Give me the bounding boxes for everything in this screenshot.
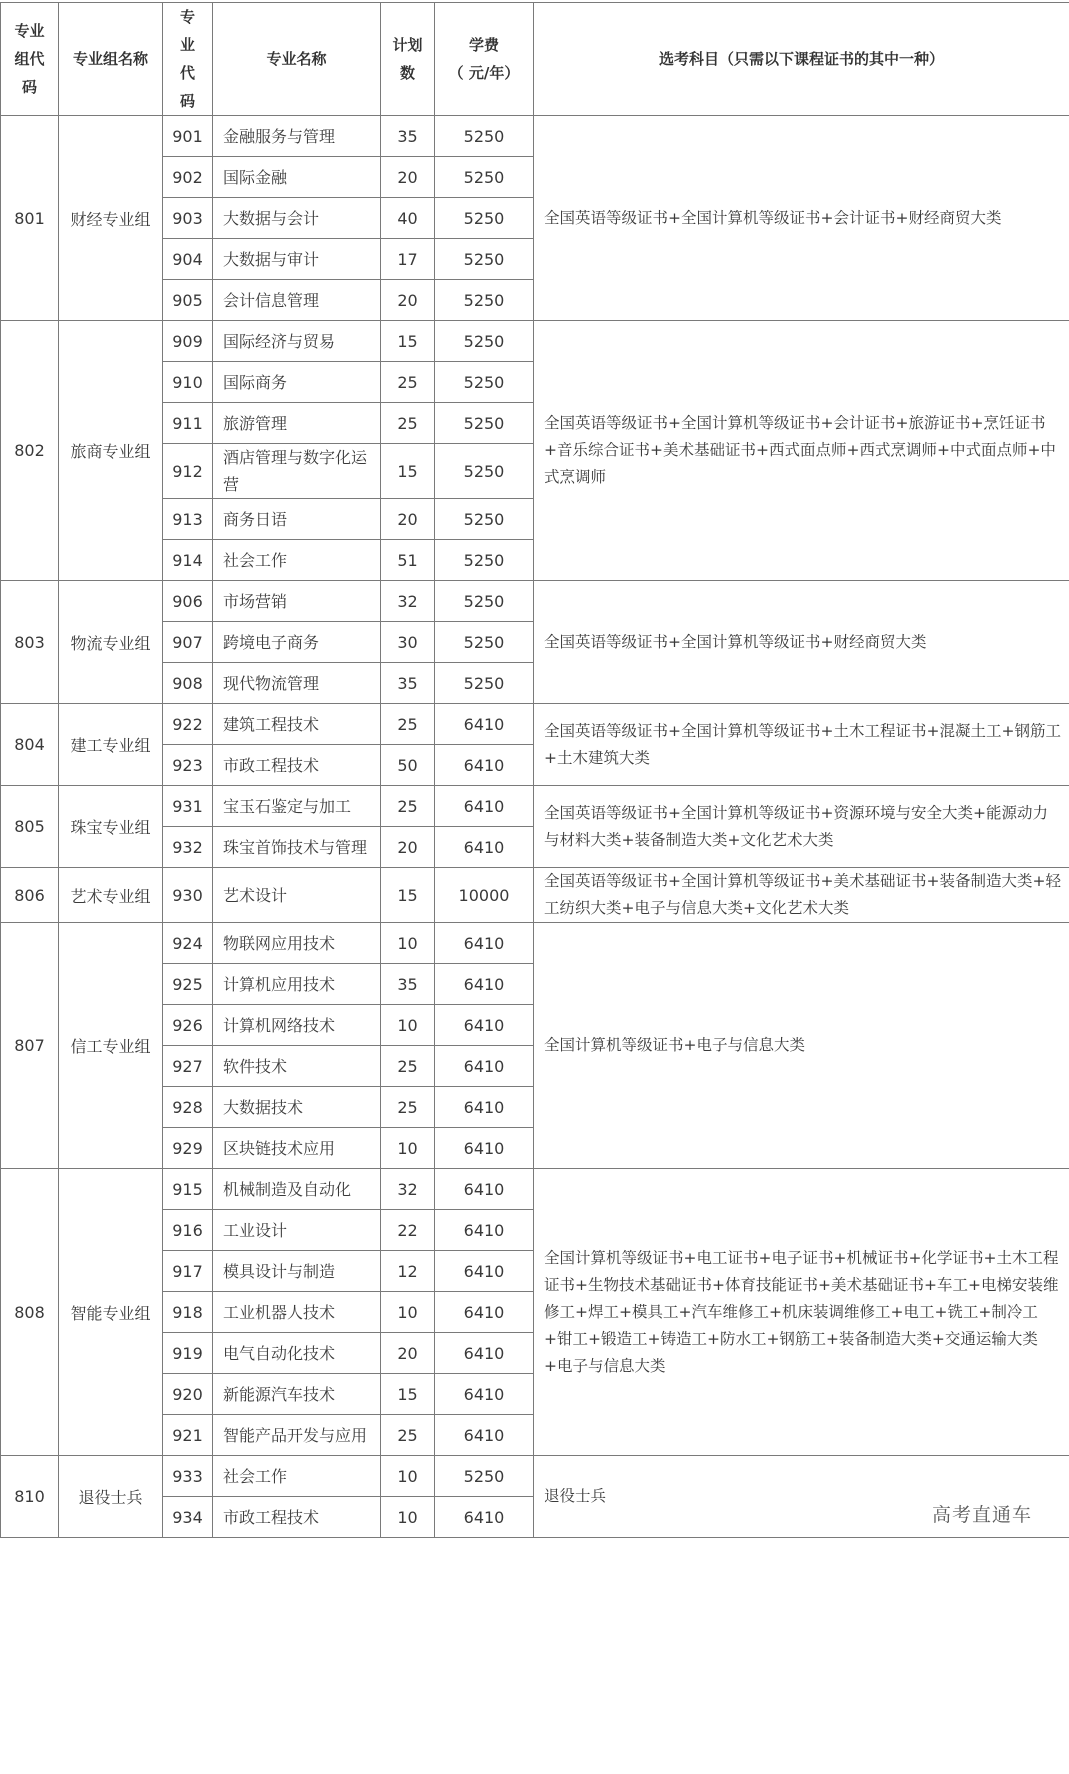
major-code: 932: [163, 827, 213, 868]
tuition: 10000: [435, 868, 534, 923]
major-name: 机械制造及自动化: [213, 1169, 381, 1210]
major-code: 911: [163, 403, 213, 444]
major-name: 艺术设计: [213, 868, 381, 923]
major-name: 跨境电子商务: [213, 622, 381, 663]
tuition: 6410: [435, 1374, 534, 1415]
major-code: 925: [163, 964, 213, 1005]
group-code: 806: [1, 868, 59, 923]
major-name: 旅游管理: [213, 403, 381, 444]
table-row: [1, 1456, 1069, 1497]
group-code: 801: [1, 116, 59, 321]
group-name: 珠宝专业组: [59, 786, 163, 868]
plan-count: 12: [381, 1251, 435, 1292]
group-name: 物流专业组: [59, 581, 163, 704]
plan-count: 20: [381, 280, 435, 321]
elective-subjects: 退役士兵: [534, 1456, 1069, 1538]
tuition: 6410: [435, 1251, 534, 1292]
table-row: [1, 704, 1069, 745]
group-code: 810: [1, 1456, 59, 1538]
group-name: 旅商专业组: [59, 321, 163, 581]
plan-count: 40: [381, 198, 435, 239]
major-code: 919: [163, 1333, 213, 1374]
major-code: 917: [163, 1251, 213, 1292]
plan-count: 32: [381, 1169, 435, 1210]
major-code: 918: [163, 1292, 213, 1333]
plan-count: 30: [381, 622, 435, 663]
major-code: 929: [163, 1128, 213, 1169]
header-subjects: 选考科目（只需以下课程证书的其中一种）: [534, 3, 1069, 116]
table-row: [1, 116, 1069, 157]
group-code: 804: [1, 704, 59, 786]
major-name: 国际经济与贸易: [213, 321, 381, 362]
table-row: [1, 923, 1069, 964]
tuition: 6410: [435, 1210, 534, 1251]
tuition: 5250: [435, 622, 534, 663]
header-group-name: 专业组名称: [59, 3, 163, 116]
plan-count: 15: [381, 444, 435, 499]
major-code: 909: [163, 321, 213, 362]
plan-count: 20: [381, 1333, 435, 1374]
plan-count: 35: [381, 116, 435, 157]
table-row: [1, 321, 1069, 362]
major-code: 923: [163, 745, 213, 786]
major-name: 市政工程技术: [213, 1497, 381, 1538]
major-name: 计算机网络技术: [213, 1005, 381, 1046]
header-major-name: 专业名称: [213, 3, 381, 116]
major-name: 新能源汽车技术: [213, 1374, 381, 1415]
group-code: 802: [1, 321, 59, 581]
table-row: [1, 786, 1069, 827]
plan-count: 22: [381, 1210, 435, 1251]
major-name: 大数据与会计: [213, 198, 381, 239]
table-row: [1, 868, 1069, 923]
watermark: 高考直通车: [932, 1504, 1033, 1526]
elective-subjects: 全国计算机等级证书+电子与信息大类: [534, 923, 1069, 1169]
major-code: 924: [163, 923, 213, 964]
plan-count: 20: [381, 157, 435, 198]
elective-subjects: 全国英语等级证书+全国计算机等级证书+资源环境与安全大类+能源动力与材料大类+装备制造大类+文化艺术大类: [534, 786, 1069, 868]
tuition: 5250: [435, 444, 534, 499]
major-code: 922: [163, 704, 213, 745]
plan-count: 20: [381, 827, 435, 868]
major-name: 工业设计: [213, 1210, 381, 1251]
major-name: 电气自动化技术: [213, 1333, 381, 1374]
plan-count: 50: [381, 745, 435, 786]
major-name: 模具设计与制造: [213, 1251, 381, 1292]
plan-count: 25: [381, 362, 435, 403]
major-code: 933: [163, 1456, 213, 1497]
tuition: 5250: [435, 540, 534, 581]
major-code: 934: [163, 1497, 213, 1538]
header-major-code: 专 业 代 码: [163, 3, 213, 116]
plan-count: 10: [381, 1128, 435, 1169]
tuition: 6410: [435, 1415, 534, 1456]
elective-subjects: 全国英语等级证书+全国计算机等级证书+会计证书+财经商贸大类: [534, 116, 1069, 321]
header-tuition: 学费 （ 元/年）: [435, 3, 534, 116]
major-code: 927: [163, 1046, 213, 1087]
tuition: 6410: [435, 1333, 534, 1374]
major-name: 智能产品开发与应用: [213, 1415, 381, 1456]
tuition: 6410: [435, 1169, 534, 1210]
plan-count: 15: [381, 1374, 435, 1415]
tuition: 5250: [435, 157, 534, 198]
plan-count: 25: [381, 704, 435, 745]
tuition: 6410: [435, 923, 534, 964]
header-plan: 计划 数: [381, 3, 435, 116]
major-name: 软件技术: [213, 1046, 381, 1087]
plan-count: 10: [381, 1456, 435, 1497]
table-row: [1, 581, 1069, 622]
elective-subjects: 全国英语等级证书+全国计算机等级证书+土木工程证书+混凝土工+钢筋工+土木建筑大类: [534, 704, 1069, 786]
elective-subjects: 全国英语等级证书+全国计算机等级证书+财经商贸大类: [534, 581, 1069, 704]
plan-count: 10: [381, 1497, 435, 1538]
tuition: 5250: [435, 239, 534, 280]
major-code: 915: [163, 1169, 213, 1210]
major-name: 酒店管理与数字化运营: [213, 444, 381, 499]
plan-count: 15: [381, 321, 435, 362]
plan-count: 25: [381, 403, 435, 444]
major-name: 会计信息管理: [213, 280, 381, 321]
plan-count: 20: [381, 499, 435, 540]
major-code: 930: [163, 868, 213, 923]
major-name: 区块链技术应用: [213, 1128, 381, 1169]
major-code: 920: [163, 1374, 213, 1415]
tuition: 6410: [435, 704, 534, 745]
group-name: 信工专业组: [59, 923, 163, 1169]
group-name: 艺术专业组: [59, 868, 163, 923]
elective-subjects: 全国计算机等级证书+电工证书+电子证书+机械证书+化学证书+土木工程证书+生物技术基础证书+体育技能证书+美术基础证书+车工+电梯安装维修工+焊工+模具工+汽车维修工+机床装调维修工+电工+铣工+制冷工+钳工+锻造工+铸造工+防水工+钢筋工+装备制造大类+交通运输大类+电子与信息大类: [534, 1169, 1069, 1456]
elective-subjects: 全国英语等级证书+全国计算机等级证书+会计证书+旅游证书+烹饪证书+音乐综合证书+美术基础证书+西式面点师+西式烹调师+中式面点师+中式烹调师: [534, 321, 1069, 581]
major-name: 市场营销: [213, 581, 381, 622]
tuition: 6410: [435, 1128, 534, 1169]
major-name: 大数据技术: [213, 1087, 381, 1128]
plan-count: 51: [381, 540, 435, 581]
group-name: 建工专业组: [59, 704, 163, 786]
major-code: 905: [163, 280, 213, 321]
tuition: 6410: [435, 827, 534, 868]
table-row: [1, 1169, 1069, 1210]
major-name: 商务日语: [213, 499, 381, 540]
tuition: 6410: [435, 1046, 534, 1087]
tuition: 6410: [435, 1292, 534, 1333]
major-code: 901: [163, 116, 213, 157]
tuition: 5250: [435, 581, 534, 622]
group-code: 807: [1, 923, 59, 1169]
header-row: [1, 3, 1069, 116]
tuition: 6410: [435, 964, 534, 1005]
major-code: 926: [163, 1005, 213, 1046]
tuition: 6410: [435, 1087, 534, 1128]
group-name: 智能专业组: [59, 1169, 163, 1456]
plan-count: 25: [381, 1087, 435, 1128]
major-name: 计算机应用技术: [213, 964, 381, 1005]
major-code: 928: [163, 1087, 213, 1128]
major-name: 工业机器人技术: [213, 1292, 381, 1333]
plan-count: 10: [381, 1292, 435, 1333]
tuition: 5250: [435, 362, 534, 403]
major-name: 社会工作: [213, 1456, 381, 1497]
major-code: 908: [163, 663, 213, 704]
major-code: 906: [163, 581, 213, 622]
major-code: 910: [163, 362, 213, 403]
major-name: 金融服务与管理: [213, 116, 381, 157]
plan-count: 25: [381, 1415, 435, 1456]
major-code: 914: [163, 540, 213, 581]
tuition: 5250: [435, 116, 534, 157]
group-name: 财经专业组: [59, 116, 163, 321]
major-name: 市政工程技术: [213, 745, 381, 786]
tuition: 6410: [435, 1005, 534, 1046]
tuition: 6410: [435, 745, 534, 786]
major-code: 921: [163, 1415, 213, 1456]
major-code: 904: [163, 239, 213, 280]
tuition: 6410: [435, 786, 534, 827]
tuition: 5250: [435, 1456, 534, 1497]
plan-count: 15: [381, 868, 435, 923]
group-name: 退役士兵: [59, 1456, 163, 1538]
major-code: 916: [163, 1210, 213, 1251]
plan-count: 10: [381, 923, 435, 964]
plan-count: 35: [381, 964, 435, 1005]
major-name: 宝玉石鉴定与加工: [213, 786, 381, 827]
major-name: 社会工作: [213, 540, 381, 581]
plan-count: 32: [381, 581, 435, 622]
header-group-code: 专业 组代 码: [1, 3, 59, 116]
plan-count: 25: [381, 1046, 435, 1087]
major-code: 913: [163, 499, 213, 540]
group-code: 805: [1, 786, 59, 868]
table-body: [1, 116, 1069, 1538]
major-code: 903: [163, 198, 213, 239]
major-name: 国际金融: [213, 157, 381, 198]
group-code: 803: [1, 581, 59, 704]
major-code: 902: [163, 157, 213, 198]
plan-count: 25: [381, 786, 435, 827]
major-name: 大数据与审计: [213, 239, 381, 280]
plan-count: 35: [381, 663, 435, 704]
tuition: 5250: [435, 403, 534, 444]
plan-count: 10: [381, 1005, 435, 1046]
elective-subjects: 全国英语等级证书+全国计算机等级证书+美术基础证书+装备制造大类+轻工纺织大类+电子与信息大类+文化艺术大类: [534, 868, 1069, 923]
admission-plan-table: [0, 2, 1069, 1538]
plan-count: 17: [381, 239, 435, 280]
tuition: 5250: [435, 663, 534, 704]
group-code: 808: [1, 1169, 59, 1456]
major-code: 912: [163, 444, 213, 499]
tuition: 5250: [435, 499, 534, 540]
major-name: 现代物流管理: [213, 663, 381, 704]
tuition: 5250: [435, 198, 534, 239]
major-name: 国际商务: [213, 362, 381, 403]
major-name: 物联网应用技术: [213, 923, 381, 964]
tuition: 5250: [435, 321, 534, 362]
major-name: 珠宝首饰技术与管理: [213, 827, 381, 868]
tuition: 6410: [435, 1497, 534, 1538]
major-name: 建筑工程技术: [213, 704, 381, 745]
major-code: 907: [163, 622, 213, 663]
tuition: 5250: [435, 280, 534, 321]
major-code: 931: [163, 786, 213, 827]
